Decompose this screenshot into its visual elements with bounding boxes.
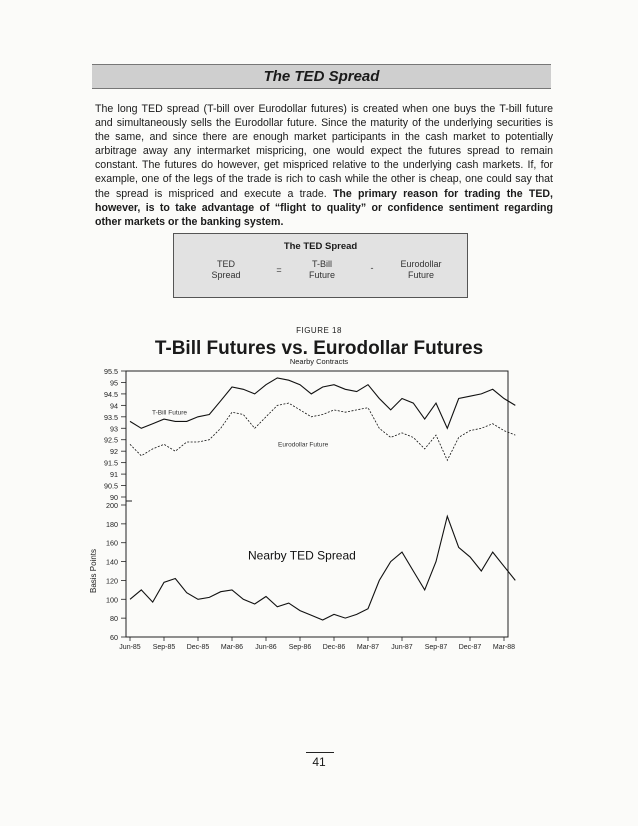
lower-ytick-label: 100 (106, 595, 118, 605)
ted-chart (80, 366, 520, 656)
x-tick-label: Sep-87 (424, 644, 448, 651)
section-title-bar (92, 64, 551, 89)
lower-ytick-label: 140 (106, 557, 118, 567)
formula-term1-line2: Future (308, 270, 335, 280)
lower-ytick-label: 160 (106, 538, 118, 548)
x-tick-label: Mar-87 (356, 644, 380, 651)
lower-ytick-label: 80 (110, 614, 118, 624)
x-tick-label: Mar-86 (220, 644, 244, 651)
x-tick-label: Dec-86 (322, 644, 346, 651)
x-tick-label: Mar-88 (492, 644, 516, 651)
formula-term1-line1: T-Bill (312, 259, 332, 269)
upper-series-line (130, 378, 515, 428)
formula-lhs-line1: TED (217, 259, 235, 269)
upper-ytick-label: 90 (110, 493, 118, 502)
lower-ylabel: Basis Points (89, 548, 98, 594)
formula-lhs-line2: Spread (211, 270, 241, 280)
body-paragraph (95, 102, 553, 229)
x-tick-label: Jun-86 (255, 644, 277, 651)
lower-series-line (130, 516, 515, 620)
upper-ytick-label: 90.5 (104, 481, 118, 491)
formula-lhs (202, 259, 250, 281)
upper-series-line (130, 403, 515, 460)
series-label-ted-spread: Nearby TED Spread (248, 548, 356, 563)
formula-term-tbill (292, 259, 352, 281)
page-number-rule (306, 752, 334, 753)
formula-term2-line1: Eurodollar (400, 259, 442, 269)
upper-ytick-label: 93.5 (104, 412, 118, 422)
lower-ytick-label: 180 (106, 519, 118, 529)
formula-minus: - (370, 263, 374, 273)
x-tick-label: Sep-86 (288, 644, 312, 651)
chart-title: T-Bill Futures vs. Eurodollar Futures (154, 338, 484, 359)
formula-term-eurodollar (386, 259, 456, 281)
series-label-tbill: T-Bill Future (152, 409, 188, 417)
x-tick-label: Sep-85 (152, 644, 176, 651)
body-text-bold: The primary reason for trading the TED, however, is to take advantage of “flight to quality” or confidence sentiment regarding other markets or the banking system. (95, 187, 553, 228)
formula-title: The TED Spread (283, 241, 358, 252)
x-tick-label: Dec-85 (186, 644, 210, 651)
x-tick-label: Dec-87 (458, 644, 482, 651)
formula-term2-line2: Future (407, 270, 434, 280)
upper-ytick-label: 91 (110, 470, 118, 480)
upper-ytick-label: 93 (110, 424, 118, 434)
chart-subtitle: Nearby Contracts (289, 357, 349, 366)
page-number: 41 (312, 755, 326, 769)
upper-ytick-label: 92.5 (104, 435, 118, 445)
upper-ytick-label: 94.5 (104, 389, 118, 399)
x-tick-label: Jun-87 (391, 644, 413, 651)
lower-ytick-label: 60 (110, 633, 118, 642)
upper-ytick-label: 95 (110, 378, 118, 388)
formula-equals: = (276, 265, 282, 275)
ted-formula-box (173, 233, 468, 298)
lower-ytick-label: 200 (106, 501, 118, 510)
upper-ytick-label: 92 (110, 447, 118, 457)
section-title: The TED Spread (263, 68, 380, 85)
upper-ytick-label: 94 (110, 401, 118, 411)
body-text-plain: The long TED spread (T-bill over Eurodollar futures) is created when one buys the T-bill future and simultaneously sells the Eurodollar future. Since the maturity of the underlying securities is the same, and since there are enough market participants in the cash market to potentially arbitrage away any intermarket mispricing, one would expect the futures spread to remain constant. The futures do however, get mispriced relative to the underlying cash markets. If, for example, one of the legs of the trade is rich to cash while the other is cheap, one could say that the spread is mispriced and execute a trade. (95, 103, 553, 200)
lower-ytick-label: 120 (106, 576, 118, 586)
series-label-eurodollar: Eurodollar Future (278, 441, 329, 449)
x-tick-label: Jun-85 (119, 644, 141, 651)
upper-ytick-label: 91.5 (104, 458, 118, 468)
figure-label: FIGURE 18 (296, 326, 342, 335)
upper-ytick-label: 95.5 (104, 367, 118, 376)
